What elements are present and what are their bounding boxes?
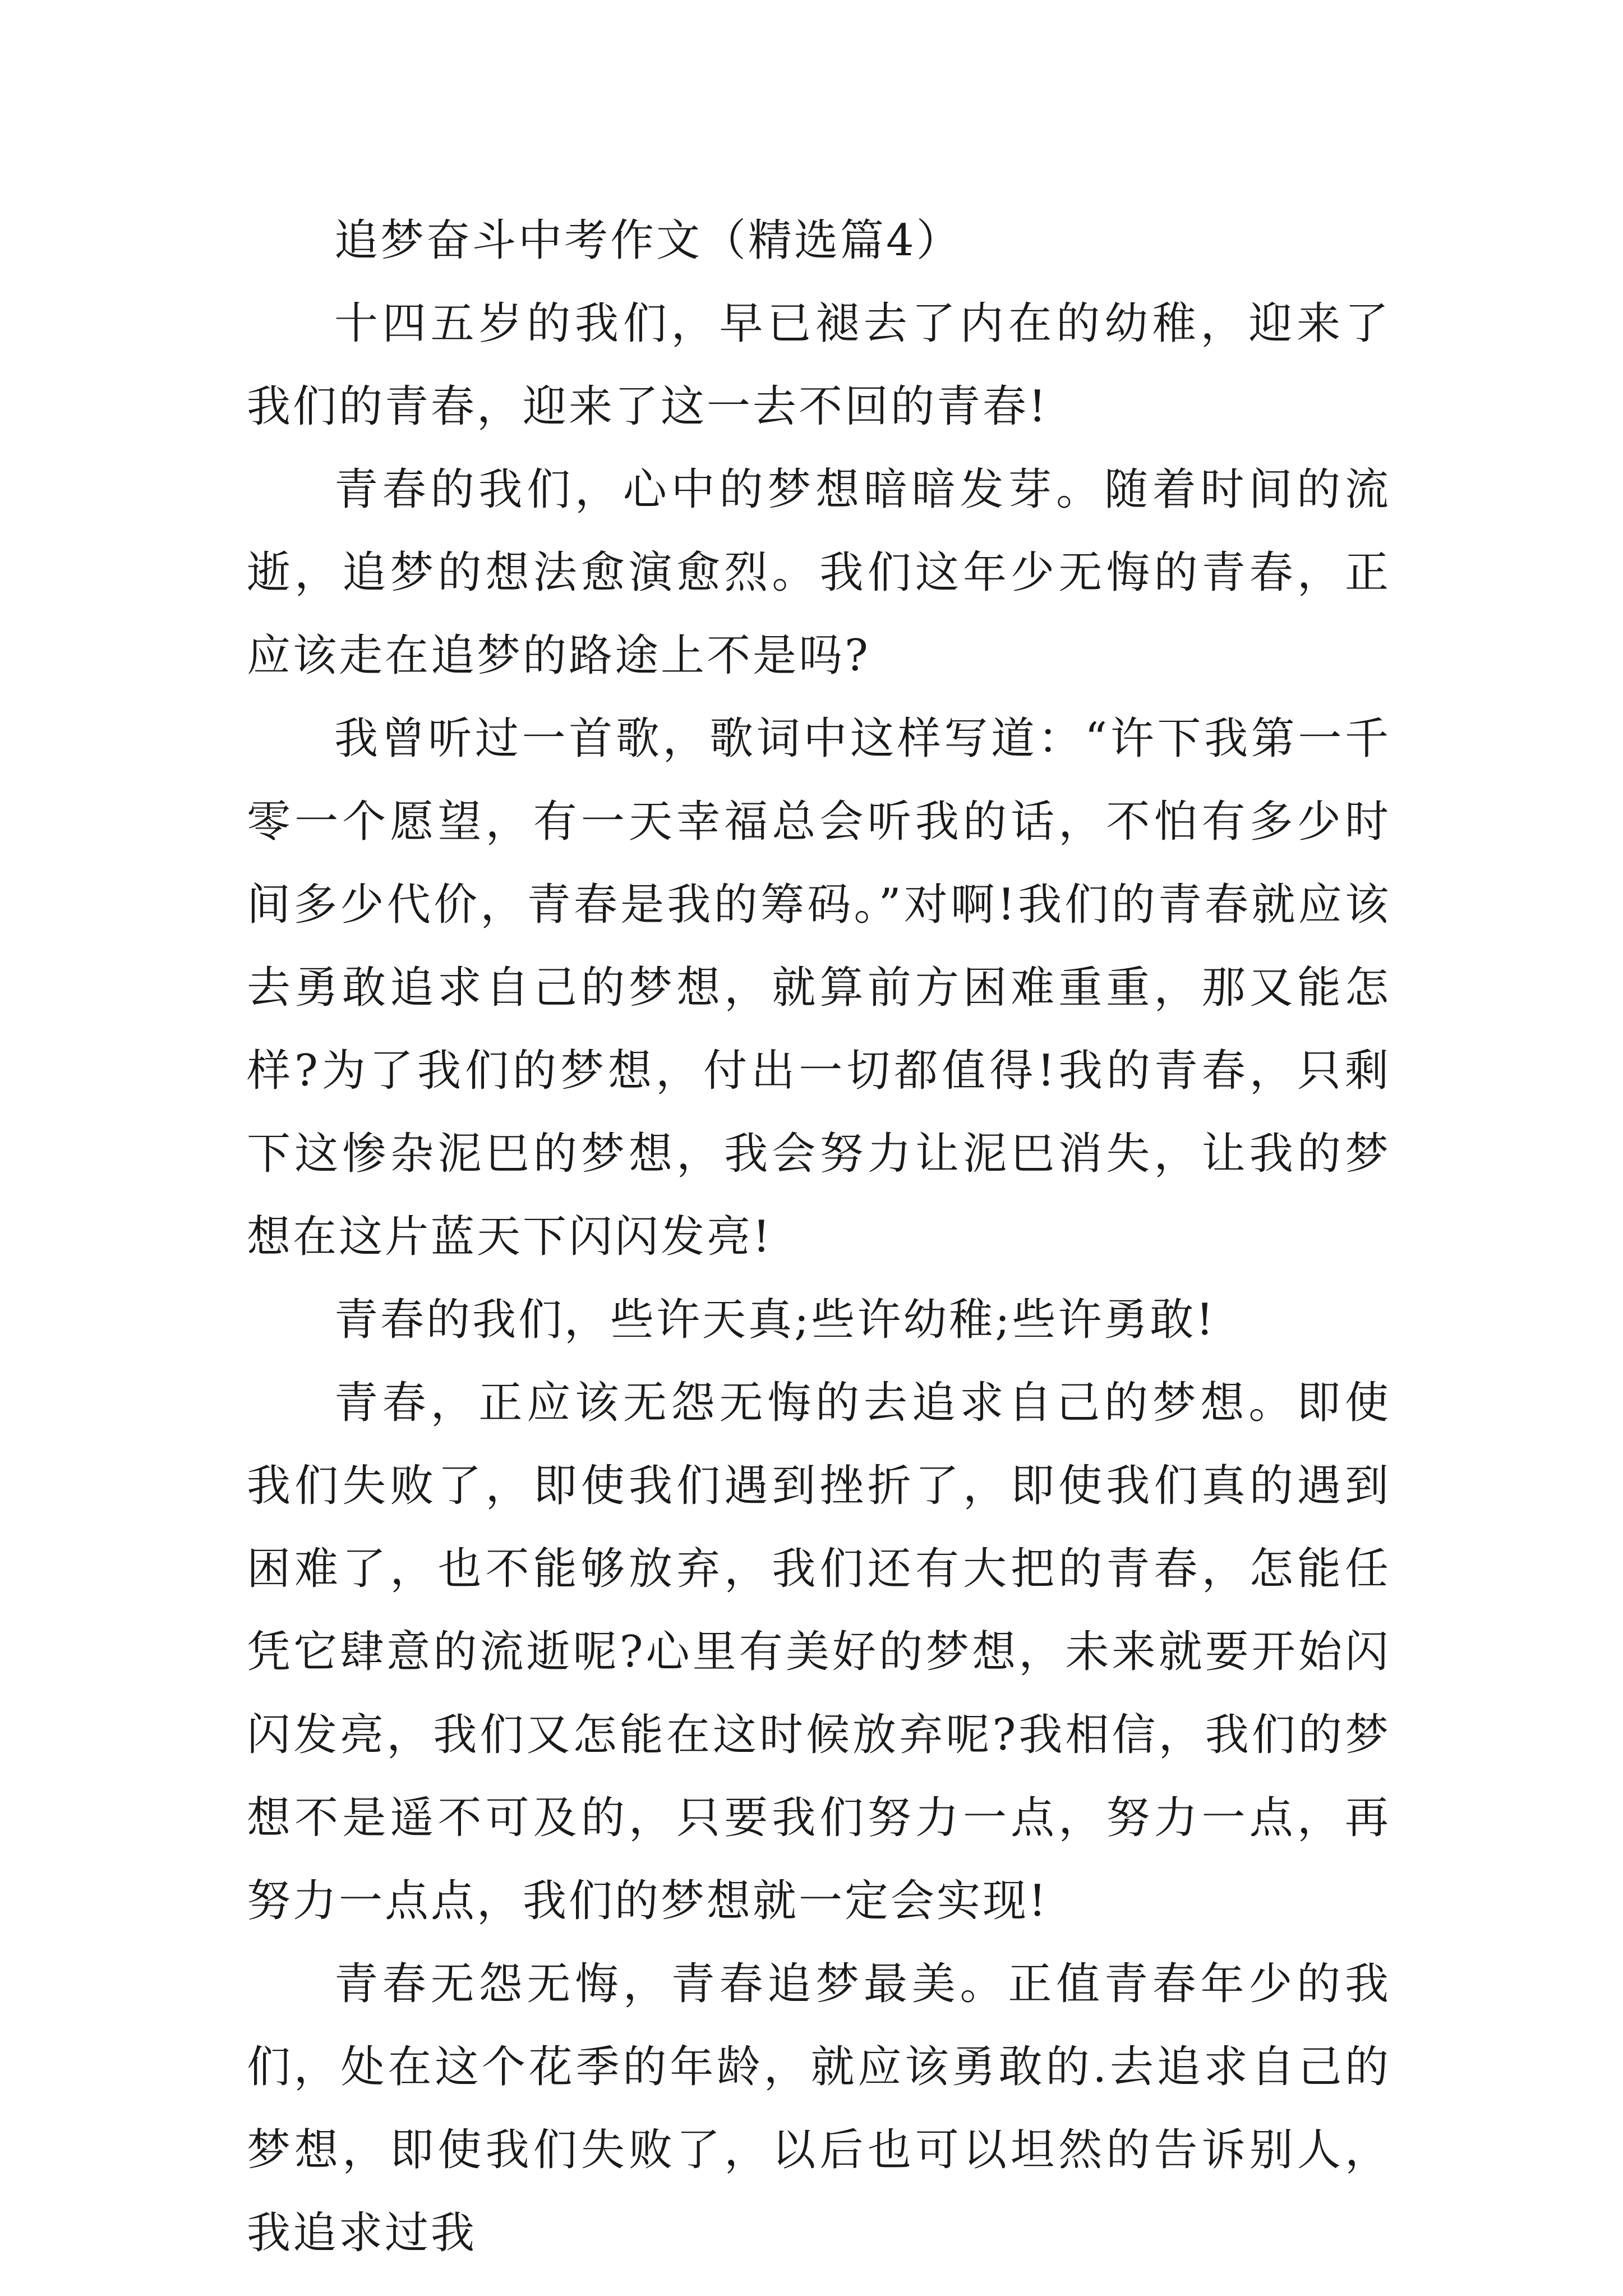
essay-body — [247, 199, 1391, 2275]
paragraph-2: 青春的我们，心中的梦想暗暗发芽。随着时间的流逝，追梦的想法愈演愈烈。我们这年少无悔的青春，正应该走在追梦的路途上不是吗? — [247, 464, 1391, 681]
paragraph-5: 青春，正应该无怨无悔的去追求自己的梦想。即使我们失败了，即使我们遇到挫折了，即使我们真的遇到困难了，也不能够放弃，我们还有大把的青春，怎能任凭它肆意的流逝呢?心里有美好的梦想，未来就要开始闪闪发亮，我们又怎能在这时候放弃呢?我相信，我们的梦想不是遥不可及的，只要我们努力一点，努力一点，再努力一点点，我们的梦想就一定会实现! — [247, 1378, 1391, 1926]
paragraph-4: 青春的我们，些许天真;些许幼稚;些许勇敢! — [334, 1295, 1216, 1345]
paragraph-3: 我曾听过一首歌，歌词中这样写道：“许下我第一千零一个愿望，有一天幸福总会听我的话，不怕有多少时间多少代价，青春是我的筹码。”对啊!我们的青春就应该去勇敢追求自己的梦想，就算前方困难重重，那又能怎样?为了我们的梦想，付出一切都值得!我的青春，只剩下这惨杂泥巴的梦想，我会努力让泥巴消失，让我的梦想在这片蓝天下闪闪发亮! — [247, 714, 1391, 1262]
essay-title: 追梦奋斗中考作文（精选篇4） — [334, 215, 962, 266]
paragraph-1: 十四五岁的我们，早已褪去了内在的幼稚，迎来了我们的青春，迎来了这一去不回的青春! — [247, 298, 1391, 432]
paragraph-6: 青春无怨无悔，青春追梦最美。正值青春年少的我们，处在这个花季的年龄，就应该勇敢的.去追求自己的梦想，即使我们失败了，以后也可以坦然的告诉别人，我追求过我 — [247, 1959, 1391, 2258]
